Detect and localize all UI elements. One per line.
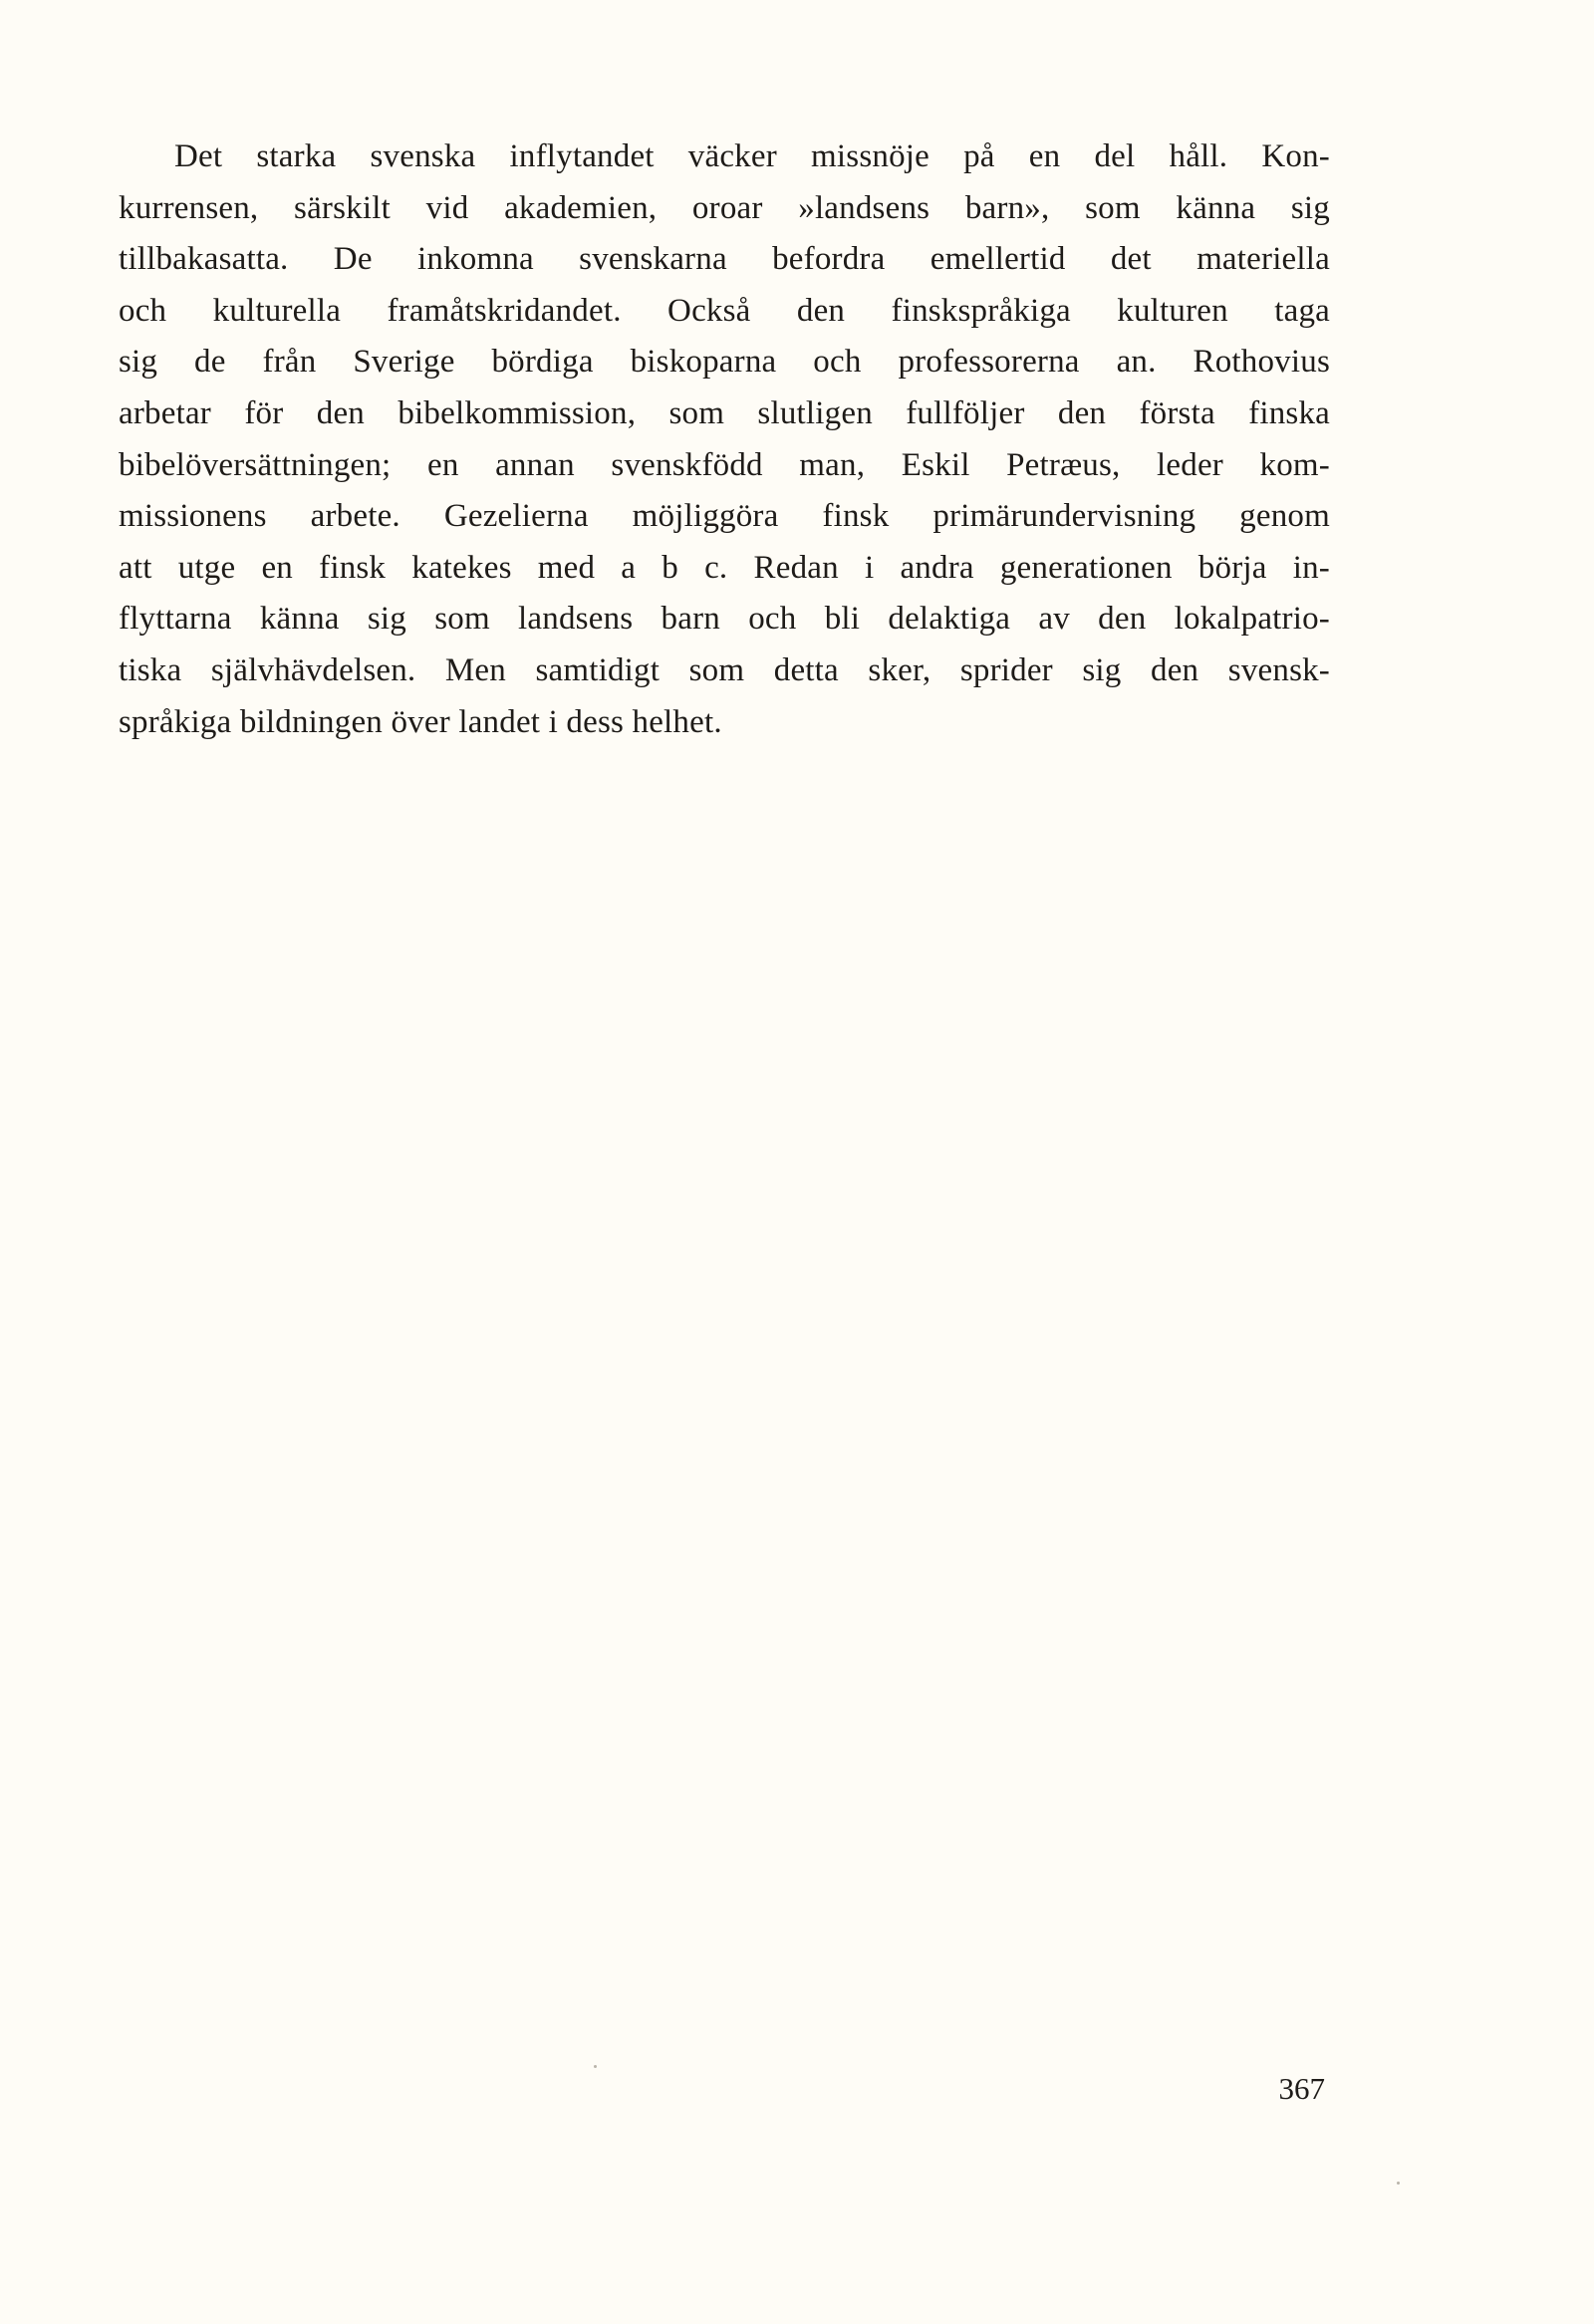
- paper-speck: [1397, 2182, 1400, 2185]
- page-number: 367: [1278, 2071, 1325, 2106]
- text-line-1: Det starka svenska inflytandet väcker missnöje på en del håll. Kon-: [174, 138, 1330, 174]
- text-line-7: bibelöversättningen; en annan svenskfödd man, Eskil Petræus, leder kom-: [119, 446, 1330, 483]
- body-paragraph: [119, 131, 1330, 748]
- text-line-12: språkiga bildningen över landet i dess helhet.: [119, 703, 722, 740]
- text-line-4: och kulturella framåtskridandet. Också den finskspråkiga kulturen taga: [119, 292, 1330, 329]
- text-line-3: tillbakasatta. De inkomna svenskarna befordra emellertid det materiella: [119, 241, 1330, 278]
- text-line-11: tiska självhävdelsen. Men samtidigt som detta sker, sprider sig den svensk-: [119, 651, 1330, 688]
- text-line-2: kurrensen, särskilt vid akademien, oroar »landsens barn», som känna sig: [119, 189, 1330, 226]
- text-line-6: arbetar för den bibelkommission, som slutligen fullföljer den första finska: [119, 394, 1330, 431]
- text-line-5: sig de från Sverige bördiga biskoparna och professorerna an. Rothovius: [119, 344, 1330, 381]
- text-line-10: flyttarna känna sig som landsens barn och bli delaktiga av den lokalpatrio-: [119, 601, 1330, 638]
- paper-speck: [594, 2065, 597, 2068]
- text-line-8: missionens arbete. Gezelierna möjliggöra finsk primärundervisning genom: [119, 498, 1330, 535]
- text-line-9: att utge en finsk katekes med a b c. Redan i andra generationen börja in-: [119, 549, 1330, 586]
